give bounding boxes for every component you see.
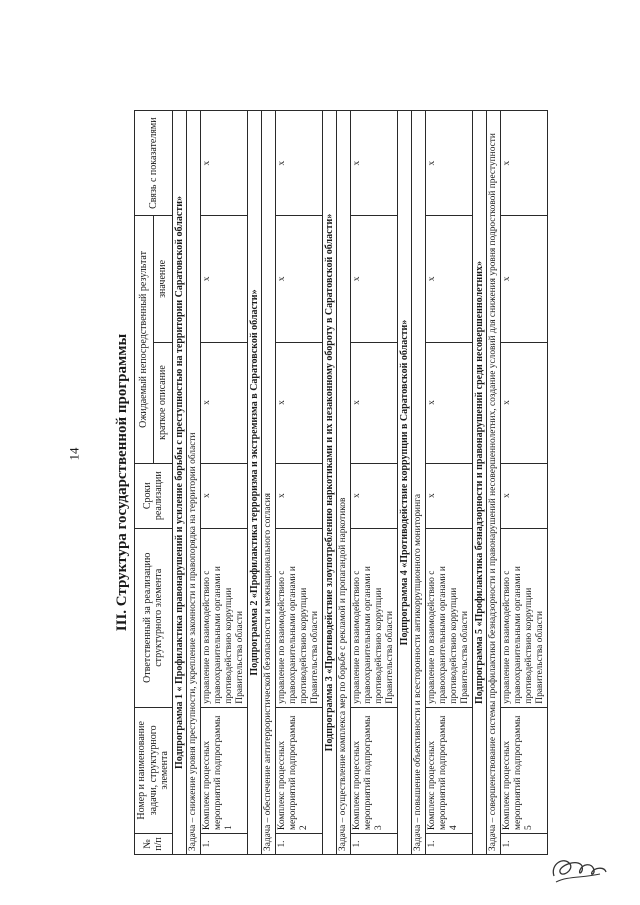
cell-term: x [350, 463, 397, 528]
cell-name: Комплекс процессных мероприятий подпрограммы 4 [425, 707, 472, 833]
section-title: III. Структура государственной программы [114, 333, 130, 632]
task-text: Задача – совершенствование системы профилактики безнадзорности и правонарушений несовершеннолетних, создание условий для снижения уровня подростковой преступности [486, 111, 500, 855]
task-row [411, 111, 425, 855]
cell-value: x [500, 216, 547, 342]
header-name: Номер и наименование задачи, структурного элемента [135, 707, 173, 833]
subprogram-title-row [172, 111, 186, 855]
subprogram-title: Подпрограмма 5 «Профилактика безнадзорности и правонарушений среди несовершеннолетних» [472, 111, 486, 855]
cell-num: 1. [500, 833, 547, 854]
subprogram-title: Подпрограмма 1 « Профилактика правонарушений и усиление борьбы с преступностью на территории Саратовской области» [172, 111, 186, 855]
cell-responsible: управление по взаимодействию с правоохранительными органами и противодействию коррупции Правительства области [500, 528, 547, 707]
task-row [486, 111, 500, 855]
cell-short-description: x [500, 342, 547, 463]
cell-responsible: управление по взаимодействию с правоохранительными органами и противодействию коррупции Правительства области [200, 528, 247, 707]
cell-term: x [200, 463, 247, 528]
cell-link: x [275, 111, 322, 216]
header-short-description: краткое описание [153, 342, 172, 463]
header-value: значение [153, 216, 172, 342]
cell-value: x [425, 216, 472, 342]
cell-responsible: управление по взаимодействию с правоохранительными органами и противодействию коррупции Правительства области [275, 528, 322, 707]
subprogram-title: Подпрограмма 4 «Противодействие коррупции в Саратовской области» [397, 111, 411, 855]
cell-term: x [425, 463, 472, 528]
task-text: Задача – осуществление комплекса мер по борьбе с рекламой и пропагандой наркотиков [336, 111, 350, 855]
header-term: Сроки реализации [135, 463, 173, 528]
cell-name: Комплекс процессных мероприятий подпрограммы 5 [500, 707, 547, 833]
cell-value: x [350, 216, 397, 342]
cell-name: Комплекс процессных мероприятий подпрограммы 1 [200, 707, 247, 833]
cell-short-description: x [350, 342, 397, 463]
header-result: Ожидаемый непосредственный результат [135, 216, 154, 463]
cell-name: Комплекс процессных мероприятий подпрограммы 3 [350, 707, 397, 833]
subprogram-title: Подпрограмма 3 «Противодействие злоупотреблению наркотиками и их незаконному обороту в Саратовской области» [322, 111, 336, 855]
rotated-page-content [110, 110, 545, 855]
signature-mark [548, 846, 608, 890]
header-num: № п/п [135, 833, 173, 854]
table-row [500, 111, 547, 855]
task-text: Задача – обеспечение антитеррористической безопасности и межнационального согласия [261, 111, 275, 855]
table-row [200, 111, 247, 855]
cell-value: x [275, 216, 322, 342]
cell-num: 1. [275, 833, 322, 854]
cell-short-description: x [425, 342, 472, 463]
cell-num: 1. [200, 833, 247, 854]
task-row [336, 111, 350, 855]
cell-link: x [425, 111, 472, 216]
task-row [186, 111, 200, 855]
cell-responsible: управление по взаимодействию с правоохранительными органами и противодействию коррупции Правительства области [425, 528, 472, 707]
cell-link: x [500, 111, 547, 216]
table-row [350, 111, 397, 855]
cell-responsible: управление по взаимодействию с правоохранительными органами и противодействию коррупции Правительства области [350, 528, 397, 707]
cell-term: x [275, 463, 322, 528]
program-structure-table [134, 110, 548, 855]
cell-link: x [200, 111, 247, 216]
subprogram-title-row [247, 111, 261, 855]
header-responsible: Ответственный за реализацию структурного элемента [135, 528, 173, 707]
page-number: 14 [66, 447, 82, 461]
subprogram-title: Подпрограмма 2 «Профилактика терроризма и экстремизма в Саратовской области» [247, 111, 261, 855]
table-row [425, 111, 472, 855]
subprogram-title-row [322, 111, 336, 855]
cell-num: 1. [350, 833, 397, 854]
cell-short-description: x [275, 342, 322, 463]
subprogram-title-row [472, 111, 486, 855]
cell-value: x [200, 216, 247, 342]
cell-num: 1. [425, 833, 472, 854]
cell-link: x [350, 111, 397, 216]
task-row [261, 111, 275, 855]
task-text: Задача – снижение уровня преступности, укрепление законности и правопорядка на территории области [186, 111, 200, 855]
header-link: Связь с показателями [135, 111, 173, 216]
table-body [172, 111, 547, 855]
cell-term: x [500, 463, 547, 528]
cell-short-description: x [200, 342, 247, 463]
task-text: Задача – повышение объективности и всесторонности антикоррупционного мониторинга [411, 111, 425, 855]
table-row [275, 111, 322, 855]
subprogram-title-row [397, 111, 411, 855]
cell-name: Комплекс процессных мероприятий подпрограммы 2 [275, 707, 322, 833]
